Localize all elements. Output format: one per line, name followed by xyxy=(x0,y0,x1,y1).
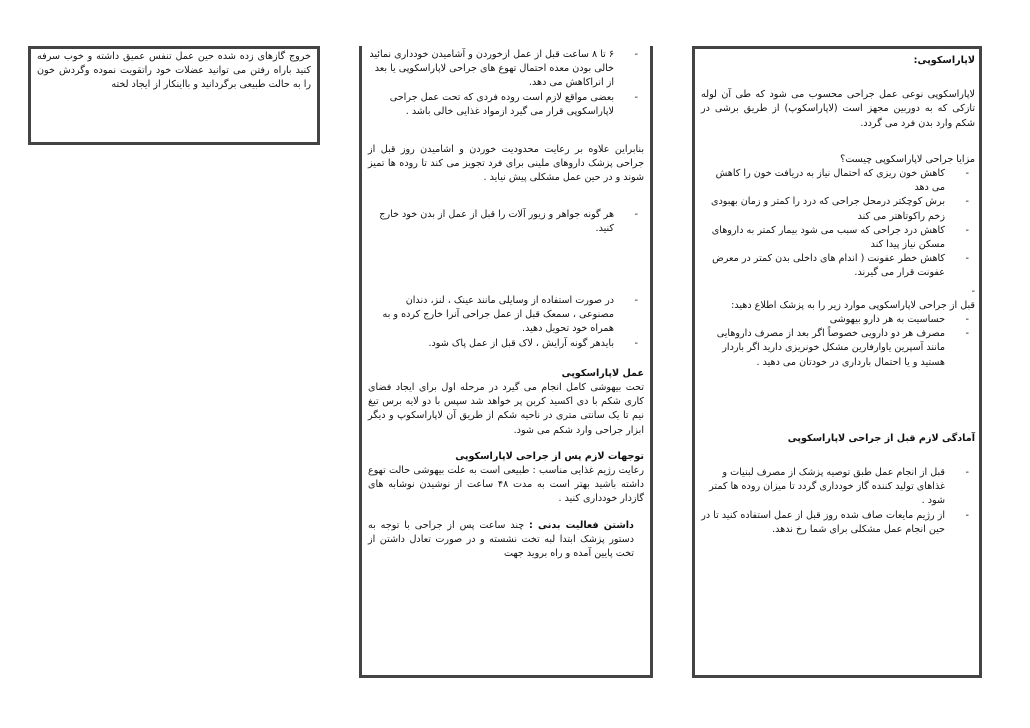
post-op-heading: توجهات لازم پس از جراحی لاپاراسکوپی xyxy=(455,450,644,462)
right-panel xyxy=(692,46,982,678)
continuation-paragraph: خروج گازهای زده شده حین عمل تنفس عمیق داشته و خوب سرفه کنید باراه رفتن می توانید عضلات خود راتقویت نموده وگردش خون را به حالت طبیعی برگردانید و بااینکار از ایجاد لخته xyxy=(37,51,311,91)
jewelry-list xyxy=(368,208,644,236)
list-item: - کاهش درد جراحی که سبب می شود بیمار کمتر به داروهای مسکن نیاز پیدا کند xyxy=(701,224,975,252)
stray-dash: - xyxy=(971,285,975,297)
activity-text: چند ساعت پس از جراحی با توجه به دستور پزشک ابتدا لبه تخت نشسته و در صورت تعادل داشتن از تخت پایین آمده و راه بروید جهت xyxy=(368,519,634,560)
prep-heading: آمادگی لازم قبل از جراحی لاپاراسکوپی xyxy=(787,432,975,444)
list-item: - بعضی مواقع لازم است روده فردی که تحت عمل جراحی لاپاراسکوپی قرار می گیرد ازمواد غذایی خالی باشد . xyxy=(368,91,644,119)
inform-heading: قبل از جراحی لاپاراسکوپی موارد زیر را به پزشک اطلاع دهید: xyxy=(731,299,975,311)
middle-panel xyxy=(359,46,653,678)
list-item: - ۶ تا ۸ ساعت قبل از عمل ازخوردن و آشامیدن خودداری نمائید خالی بودن معده احتمال تهوع های جراحی لاپاراسکوپی یا بعد از انراکاهش می دهد. xyxy=(368,48,644,91)
operation-heading: عمل لاپاراسکوپی xyxy=(561,367,644,379)
post-op-paragraph: رعایت رژیم غذایی مناسب : طبیعی است به علت بیهوشی حالت تهوع داشته باشید بهتر است به مدت ۴۸ ساعت از نوشیدن نوشابه های گازدار خودداری کنید . xyxy=(368,465,644,505)
list-item: - قبل از انجام عمل طبق توصیه پزشک از مصرف لبنیات و غذاهای تولید کننده گاز خودداری گردد تا میزان روده ها کمتر شود . xyxy=(701,466,975,509)
activity-paragraph xyxy=(368,519,644,562)
list-item: - در صورت استفاده از وسایلی مانند عینک ، لنز، دندان مصنوعی ، سمعک قبل از عمل جراحی آنرا خارج کرده و به همراه خود تحویل دهید. xyxy=(368,294,644,337)
left-panel xyxy=(28,46,320,145)
list-item: - کاهش خون ریزی که احتمال نیاز به دریافت خون را کاهش می دهد xyxy=(701,167,975,195)
devices-list xyxy=(368,294,644,351)
prep-list xyxy=(701,466,975,537)
benefits-list xyxy=(701,167,975,281)
benefits-heading: مزایا جراحی لاپاراسکوپی چیست؟ xyxy=(840,153,975,165)
list-item: - حساسیت به هر دارو بیهوشی xyxy=(701,313,975,327)
fasting-list xyxy=(368,48,644,119)
list-item: - هر گونه جواهر و زیور آلات را قبل از عمل از بدن خود خارج کنید. xyxy=(368,208,644,236)
list-item: - مصرف هر دو دارویی خصوصاً اگر بعد از مصرف داروهایی مانند آسپرین یاوارفارین مشکل خونریزی دارید اگر باردار هستید و یا احتمال بارداری در خودتان می دهید . xyxy=(701,327,975,370)
list-item: - برش کوچکتر درمحل جراحی که درد را کمتر و زمان بهبودی زخم راکوتاهتر می کند xyxy=(701,195,975,223)
inform-list xyxy=(701,313,975,370)
operation-paragraph: تحت بیهوشی کامل انجام می گیرد در مرحله اول برای ایجاد فضای کاری شکم با دی اکسید کربن پر خواهد شد سپس با دو لایه برس تیغ نیم تا یک سانتی متری در ناحیه شکم از طریق آن لاپاراسکوپ و دیگر ابزار جراحی وارد شکم می شود. xyxy=(368,382,644,436)
list-item: - کاهش خطر عفونت ( اندام های داخلی بدن کمتر در معرض عفونت قرار می گیرند. xyxy=(701,252,975,280)
list-item: - بایدهر گونه آرایش ، لاک قبل از عمل پاک شود. xyxy=(368,337,644,351)
intro-paragraph: لاپاراسکوپی نوعی عمل جراحی محسوب می شود که طی آن لوله تازکی که به دوربین مجهز است (لاپاراسکوپ) از طریق برشی در شکم وارد بدن فرد می گردد. xyxy=(701,89,975,129)
list-item: - از رژیم مایعات صاف شده روز قبل از عمل استفاده کنید تا در حین انجام عمل مشکلی برای شما رخ ندهد. xyxy=(701,509,975,537)
section-title-laparoscopy: لاپاراسکوپی: xyxy=(913,55,975,66)
diet-paragraph: بنابراین علاوه بر رعایت محدودیت خوردن و اشامیدن روز قبل از جراحی پزشک داروهای ملینی برای فرد تجویز می کند تا روده ها تمیز شوند و در حین عمل مشکلی پیش نیاید . xyxy=(368,144,644,184)
activity-label: داشتن فعالیت بدنی : xyxy=(529,519,634,531)
